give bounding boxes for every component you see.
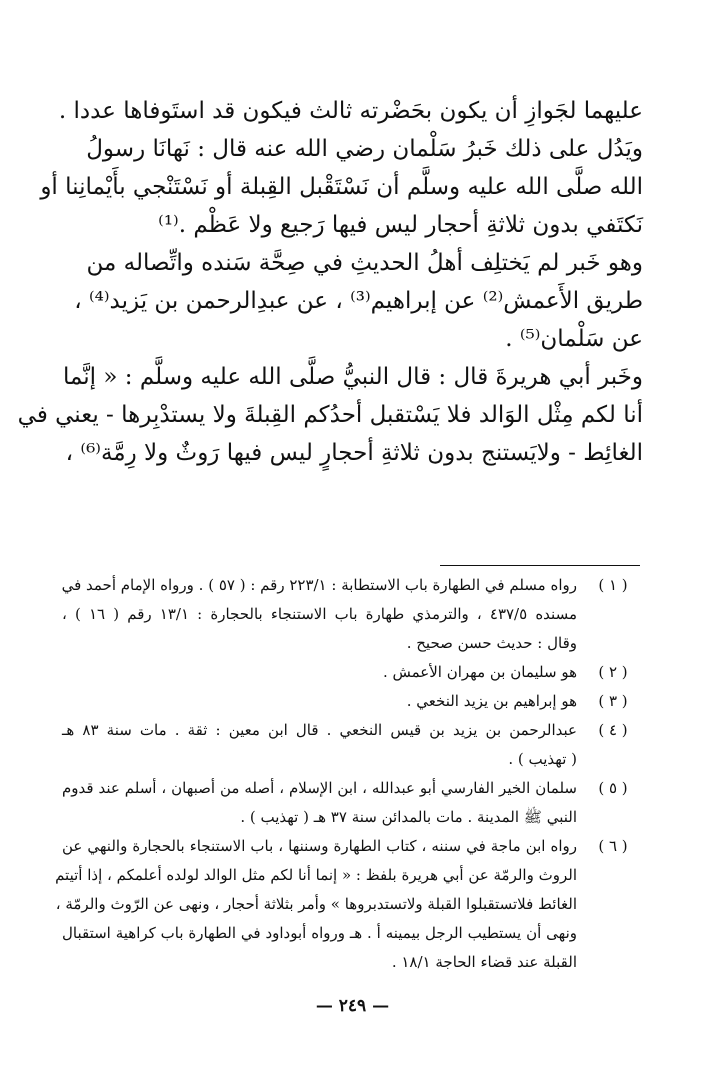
footnote-number: ( ١ ) (598, 576, 628, 594)
main-text (17, 92, 643, 472)
footnote-divider (440, 565, 640, 566)
footnote-number: ( ٤ ) (598, 721, 628, 739)
footnote-1 (62, 571, 643, 658)
footnotes (55, 571, 643, 977)
page-number: — ٢٤٩ — (315, 996, 390, 1016)
body-line: وخَبر أبي هريرةَ قال : قال النبيُّ صلَّى الله عليه وسلَّم : « إنَّما (62, 364, 643, 390)
body-line: طريق الأَعمش⁽²⁾ عن إبراهيم⁽³⁾ ، عن عبدِالرحمن بن يَزيد⁽⁴⁾ ، (74, 288, 643, 314)
footnote-5 (62, 774, 643, 832)
footnote-line: عبدالرحمن بن يزيد بن قيس النخعي . قال ابن معين : ثقة . مات سنة ٨٣ هـ (62, 721, 577, 739)
footnote-line: ونهى أن يستطيب الرجل بيمينه أ . هـ ورواه أبوداود في الطهارة باب كراهية استقبال (62, 924, 577, 942)
body-line: نَكتَفي بدون ثلاثةِ أحجار ليس فيها رَجيع ولا عَظْم .⁽¹⁾ (158, 212, 643, 238)
body-line: عن سَلْمان⁽⁵⁾ . (505, 326, 643, 352)
footnote-line: رواه ابن ماجة في سننه ، كتاب الطهارة وسننها ، باب الاستنجاء بالحجارة والنهي عن (62, 837, 577, 855)
body-line: أنا لكم مِثْل الوَالد فلا يَسْتقبل أحدُكم القِبلةَ ولا يستدْبِرها - يعني في (17, 402, 643, 428)
body-line: عليهما لجَوازِ أن يكون بحَضْرته ثالث فيكون قد استَوفاها عددا . (58, 98, 643, 124)
footnote-line: هو سليمان بن مهران الأعمش . (382, 663, 577, 681)
footnote-line: الروث والرمّة عن أبي هريرة بلفظ : « إنما أنا لكم مثل الوالد لولده أعلمكم ، إذا أتيتم (55, 866, 577, 884)
footnote-line: مسنده ٤٣٧/٥ ، والترمذي طهارة باب الاستنجاء بالحجارة : ١٣/١ رقم ( ١٦ ) ، (62, 605, 577, 623)
footnote-line: النبي ﷺ المدينة . مات بالمدائن سنة ٣٧ هـ ( تهذيب ) . (240, 808, 577, 826)
footnote-number: ( ٣ ) (598, 692, 628, 710)
footnote-line: رواه مسلم في الطهارة باب الاستطابة : ٢٢٣/١ رقم : ( ٥٧ ) . ورواه الإمام أحمد في (61, 576, 577, 594)
footnote-3 (62, 687, 643, 716)
footnote-line: القبلة عند قضاء الحاجة ١٨/١ . (391, 953, 577, 971)
footnote-line: ( تهذيب ) . (508, 750, 577, 768)
footnote-line: الغائط فلاتستقبلوا القبلة ولاتستدبروها » وأمر بثلاثة أحجار ، ونهى عن الرّوث والرمّة ، (55, 895, 577, 913)
footnote-line: وقال : حديث حسن صحيح . (406, 634, 577, 652)
footnote-line: هو إبراهيم بن يزيد النخعي . (406, 692, 577, 710)
body-line: وهو خَبر لم يَختلِف أهلُ الحديثِ في صِحَّة سَنده واتِّصاله من (86, 250, 643, 276)
body-line: الغائِط - ولايَستنج بدون ثلاثةِ أحجارٍ ليس فيها رَوثٌ ولا رِمَّة⁽⁶⁾ ، (65, 440, 643, 466)
body-line: ويَدُل على ذلك خَبرُ سَلْمان رضي الله عنه قال : نَهانَا رسولُ (86, 136, 643, 162)
footnote-number: ( ٢ ) (598, 663, 628, 681)
footnote-number: ( ٥ ) (598, 779, 628, 797)
footnote-number: ( ٦ ) (598, 837, 628, 855)
footnote-line: سلمان الخير الفارسي أبو عبدالله ، ابن الإسلام ، أصله من أصبهان ، أسلم عند قدوم (62, 779, 577, 797)
body-line: الله صلَّى الله عليه وسلَّم أن نَسْتَقْبل القِبلة أو نَسْتَنْجي بأَيْمانِنا أو (40, 174, 643, 200)
footnote-4 (62, 716, 643, 774)
footnote-2 (62, 658, 643, 687)
footnote-6 (55, 832, 643, 977)
